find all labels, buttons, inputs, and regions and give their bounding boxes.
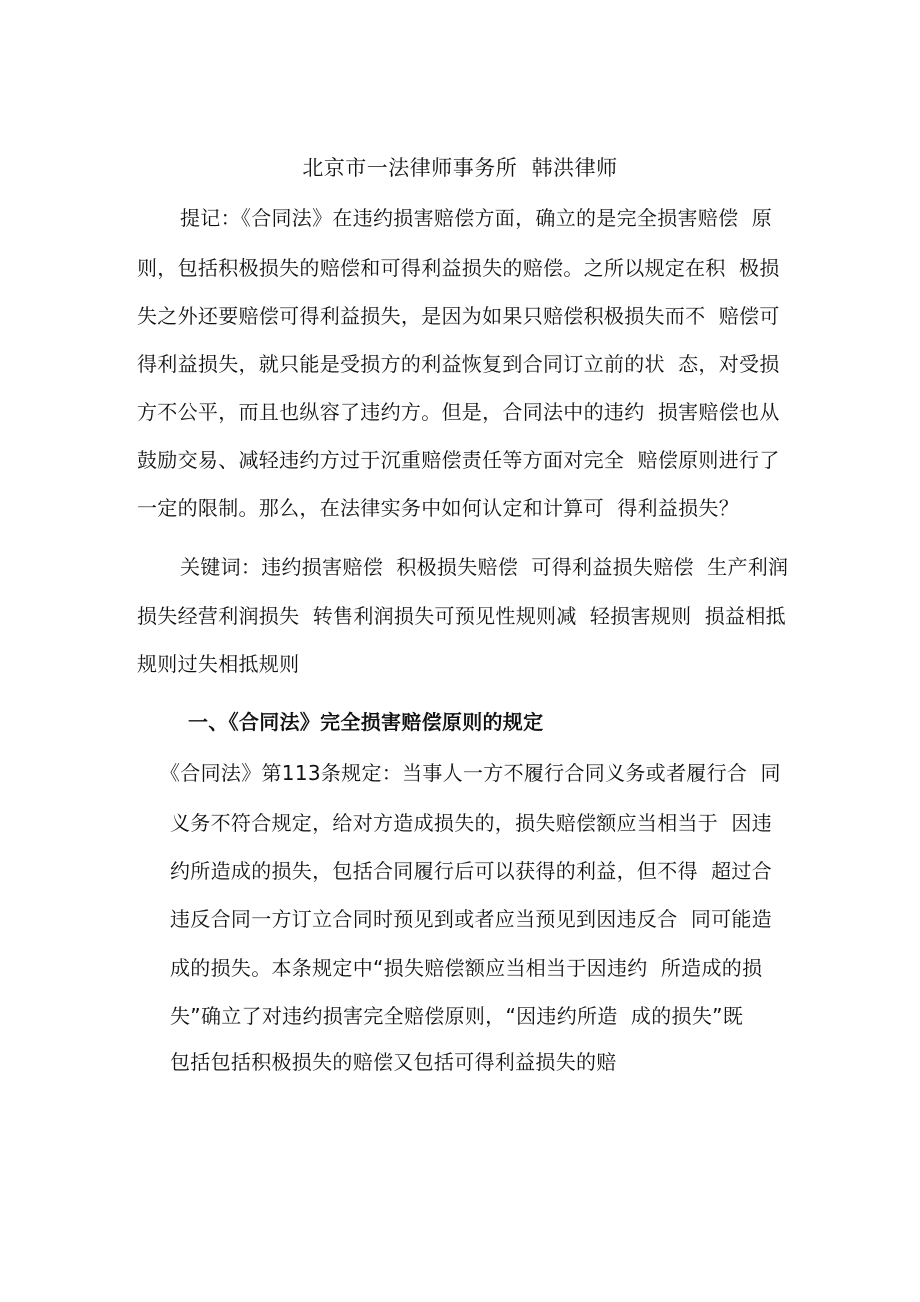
section-body-line: 失”确立了对违约损害完全赔偿原则，“因违约所造 成的损失”既 bbox=[170, 1004, 744, 1028]
abstract-line: 方不公平，而且也纵容了违约方。但是，合同法中的违约 损害赔偿也从 bbox=[137, 400, 780, 424]
abstract-line: 得利益损失，就只能是受损方的利益恢复到合同订立前的状 态，对受损 bbox=[137, 352, 780, 376]
section-heading: 一、《合同法》完全损害赔偿原则的规定 bbox=[188, 710, 544, 734]
section-body-line: 义务不符合规定，给对方造成损失的，损失赔偿额应当相当于 因违 bbox=[170, 811, 773, 835]
author-line: 北京市一法律师事务所 韩洪律师 bbox=[302, 156, 618, 180]
keywords-line: 规则过失相抵规则 bbox=[137, 652, 300, 676]
section-body-line: 包括包括积极损失的赔偿又包括可得利益损失的赔 bbox=[170, 1050, 617, 1074]
section-body-line: 《合同法》第113条规定：当事人一方不履行合同义务或者履行合 同 bbox=[160, 761, 781, 785]
keywords-line: 关键词：违约损害赔偿 积极损失赔偿 可得利益损失赔偿 生产利润 bbox=[180, 555, 789, 579]
section-body-line: 成的损失。本条规定中“损失赔偿额应当相当于因违约 所造成的损 bbox=[170, 956, 763, 980]
abstract-line: 失之外还要赔偿可得利益损失，是因为如果只赔偿积极损失而不 赔偿可 bbox=[137, 304, 780, 328]
section-body-line: 违反合同一方订立合同时预见到或者应当预见到因违反合 同可能造 bbox=[170, 907, 773, 931]
abstract-line: 则，包括积极损失的赔偿和可得利益损失的赔偿。之所以规定在积 极损 bbox=[137, 256, 780, 280]
keywords-line: 损失经营利润损失 转售利润损失可预见性规则减 轻损害规则 损益相抵 bbox=[137, 604, 786, 628]
section-body-line: 约所造成的损失，包括合同履行后可以获得的利益，但不得 超过合 bbox=[170, 859, 773, 883]
abstract-line: 一定的限制。那么，在法律实务中如何认定和计算可 得利益损失？ bbox=[137, 496, 740, 520]
abstract-line: 鼓励交易、减轻违约方过于沉重赔偿责任等方面对完全 赔偿原则进行了 bbox=[137, 448, 780, 472]
abstract-line: 提记：《合同法》在违约损害赔偿方面，确立的是完全损害赔偿 原 bbox=[180, 206, 773, 230]
